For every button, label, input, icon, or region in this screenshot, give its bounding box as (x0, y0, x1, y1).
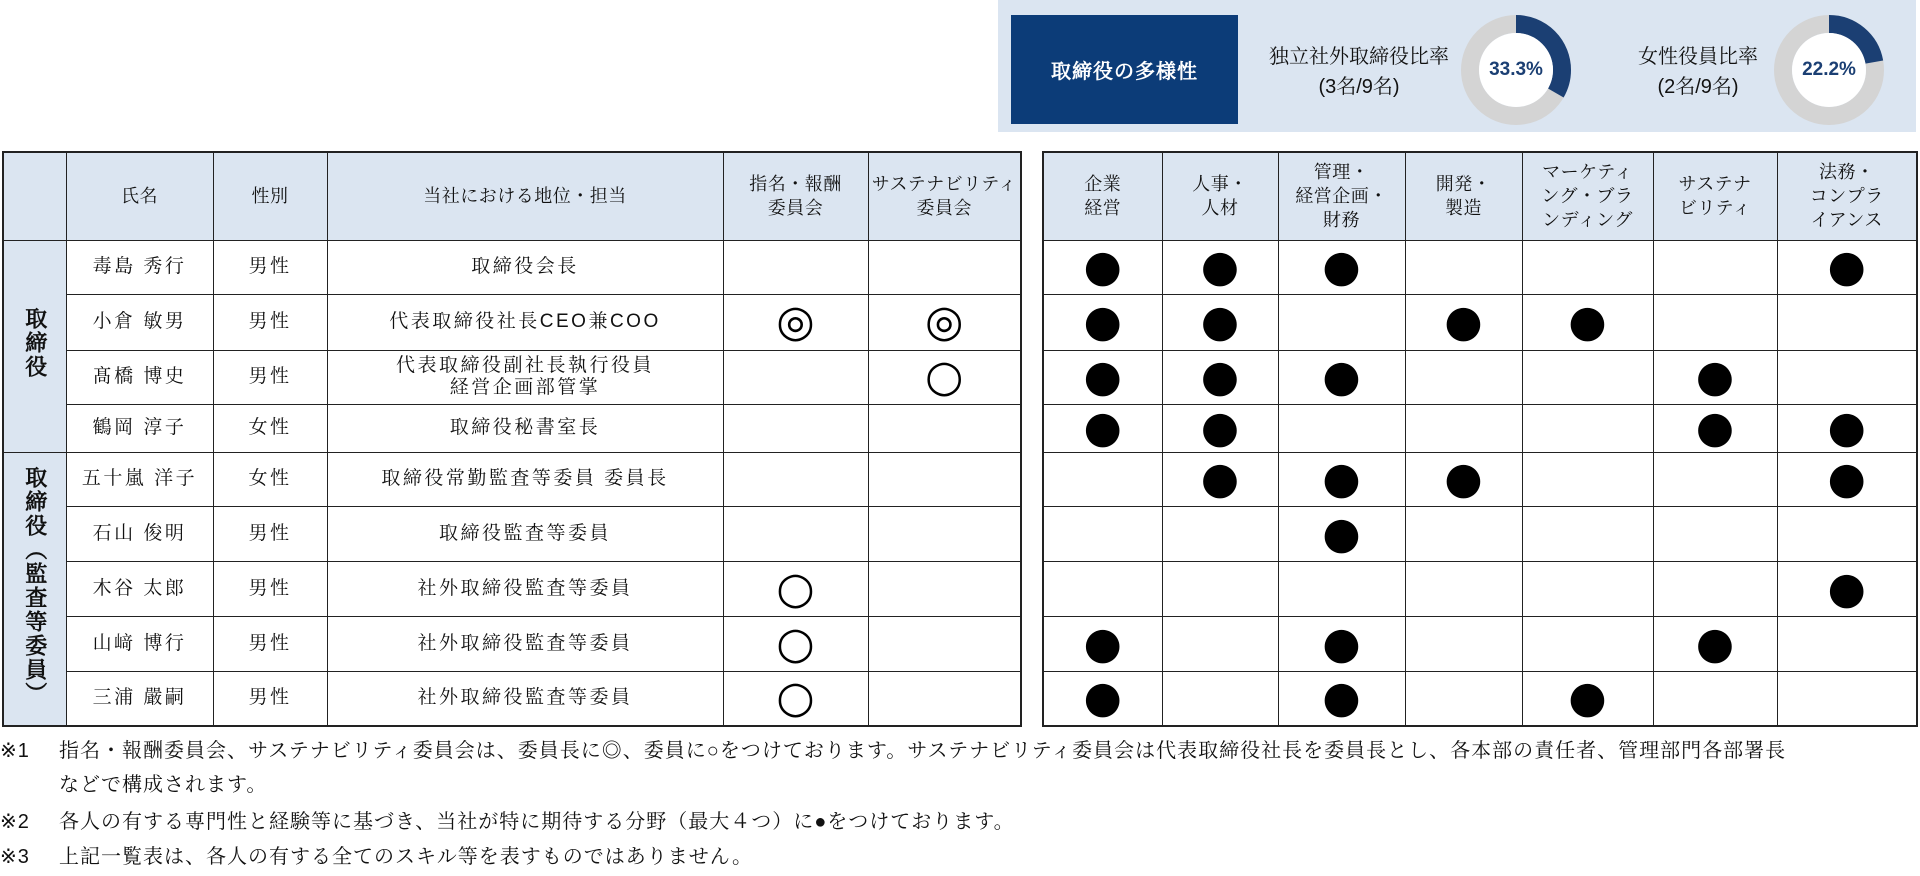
director-row (3, 561, 1021, 616)
skill-row (1043, 616, 1917, 671)
sustainability-committee-cell (868, 240, 1021, 294)
nomination-committee-cell (723, 240, 868, 294)
header-gender: 性別 (213, 152, 327, 240)
skill-row (1043, 350, 1917, 404)
director-name: 五十嵐 洋子 (66, 452, 213, 506)
director-position: 取締役監査等委員 (327, 506, 723, 561)
sustainability-committee-cell (868, 506, 1021, 561)
nomination-committee-cell (723, 404, 868, 452)
director-name: 山﨑 博行 (66, 616, 213, 671)
skill-cell (1043, 452, 1162, 506)
director-gender: 男性 (213, 350, 327, 404)
skill-mark: ● (1322, 351, 1361, 402)
skill-cell (1162, 452, 1278, 506)
skill-header-finance: 管理・ 経営企画・ 財務 (1278, 152, 1405, 240)
skill-row (1043, 506, 1917, 561)
skill-cell (1278, 452, 1405, 506)
skill-cell (1278, 616, 1405, 671)
skill-cell (1653, 404, 1777, 452)
skill-cell (1777, 671, 1917, 726)
skill-cell (1043, 404, 1162, 452)
skill-mark: ● (1083, 296, 1122, 347)
nomination-committee-mark: ○ (776, 617, 815, 669)
skill-cell (1777, 350, 1917, 404)
director-row (3, 240, 1021, 294)
skill-cell (1162, 616, 1278, 671)
skill-mark: ● (1200, 404, 1240, 452)
header-row (3, 152, 1021, 240)
group-cell (3, 240, 66, 452)
nomination-committee-mark: ○ (776, 672, 815, 724)
skill-cell (1405, 404, 1522, 452)
skill-mark: ● (1083, 617, 1122, 669)
nomination-committee-cell (723, 506, 868, 561)
skill-cell (1405, 240, 1522, 294)
skill-cell (1162, 350, 1278, 404)
director-gender: 男性 (213, 616, 327, 671)
skill-mark: ● (1083, 351, 1122, 402)
skill-row (1043, 294, 1917, 350)
skill-mark: ● (1695, 617, 1735, 669)
nomination-committee-cell (723, 671, 868, 726)
director-name: 鶴岡 淳子 (66, 404, 213, 452)
skill-cell (1405, 616, 1522, 671)
skill-cell (1278, 561, 1405, 616)
skill-cell (1653, 671, 1777, 726)
skill-mark: ● (1322, 507, 1361, 559)
metric-detail-text: (2名/9名) (1657, 76, 1739, 98)
director-position: 社外取締役監査等委員 (327, 561, 723, 616)
skill-cell (1777, 452, 1917, 506)
director-position: 社外取締役監査等委員 (327, 616, 723, 671)
skill-cell (1162, 404, 1278, 452)
director-name: 石山 俊明 (66, 506, 213, 561)
skill-cell (1522, 240, 1653, 294)
director-position: 社外取締役監査等委員 (327, 671, 723, 726)
group-label: 取締役 (22, 307, 48, 379)
director-gender: 男性 (213, 294, 327, 350)
skill-mark: ● (1695, 404, 1735, 452)
skill-cell (1653, 240, 1777, 294)
skill-cell (1522, 294, 1653, 350)
board-members-table (2, 151, 1022, 727)
skill-cell (1162, 294, 1278, 350)
nomination-committee-mark: ○ (776, 562, 815, 614)
director-name: 毒島 秀行 (66, 240, 213, 294)
sustainability-committee-cell (868, 452, 1021, 506)
skill-mark: ● (1322, 617, 1361, 669)
skill-cell (1522, 350, 1653, 404)
note-marker: ※1 (0, 740, 30, 762)
skill-cell (1162, 561, 1278, 616)
skill-cell (1043, 671, 1162, 726)
group-label: 取締役（監査等委員） (22, 465, 48, 706)
skill-cell (1043, 240, 1162, 294)
director-gender: 男性 (213, 671, 327, 726)
skill-cell (1405, 506, 1522, 561)
skill-row (1043, 404, 1917, 452)
skill-mark: ● (1827, 241, 1866, 292)
skill-mark: ● (1322, 672, 1361, 724)
skills-table-body (1043, 240, 1917, 726)
sustainability-committee-mark: ○ (925, 351, 964, 402)
skill-mark: ● (1200, 453, 1240, 504)
director-gender: 男性 (213, 240, 327, 294)
nomination-committee-cell (723, 452, 868, 506)
skill-cell (1522, 671, 1653, 726)
director-row (3, 506, 1021, 561)
skill-mark: ● (1322, 453, 1361, 504)
skill-mark: ● (1200, 351, 1240, 402)
note-text: 指名・報酬委員会、サステナビリティ委員会は、委員長に◎、委員に○をつけております。サステナビリティ委員会は代表取締役社長を委員長とし、各本部の責任者、管理部門各部署長 (59, 740, 1787, 762)
skill-cell (1043, 350, 1162, 404)
sustainability-committee-cell (868, 350, 1021, 404)
skill-mark: ● (1444, 296, 1483, 347)
skill-cell (1043, 561, 1162, 616)
director-position: 取締役常勤監査等委員 委員長 (327, 452, 723, 506)
header-row (1043, 152, 1917, 240)
sustainability-committee-cell (868, 616, 1021, 671)
skill-cell (1777, 506, 1917, 561)
skill-cell (1653, 616, 1777, 671)
skill-cell (1278, 350, 1405, 404)
skill-mark: ● (1827, 404, 1866, 452)
skill-mark: ● (1083, 404, 1122, 452)
skill-row (1043, 561, 1917, 616)
skill-row (1043, 671, 1917, 726)
metric-detail-text: (3名/9名) (1318, 76, 1400, 98)
skill-cell (1405, 294, 1522, 350)
director-gender: 男性 (213, 506, 327, 561)
skill-row (1043, 452, 1917, 506)
skill-cell (1522, 506, 1653, 561)
sustainability-committee-cell (868, 561, 1021, 616)
skill-header-management: 企業 経営 (1043, 152, 1162, 240)
skill-cell (1777, 561, 1917, 616)
independent-ratio-label (1259, 42, 1459, 102)
skill-cell (1405, 452, 1522, 506)
director-row (3, 452, 1021, 506)
skill-cell (1278, 671, 1405, 726)
director-position: 代表取締役副社長執行役員 経営企画部管掌 (327, 350, 723, 404)
sustainability-committee-cell (868, 294, 1021, 350)
skill-mark: ● (1322, 241, 1361, 292)
diagonal-corner-cell (3, 152, 66, 240)
header-name: 氏名 (66, 152, 213, 240)
skill-cell (1777, 294, 1917, 350)
skill-cell (1653, 506, 1777, 561)
female-ratio-donut (1769, 10, 1889, 130)
nomination-committee-cell (723, 350, 868, 404)
note-text: 上記一覧表は、各人の有する全てのスキル等を表すものではありません。 (59, 846, 753, 868)
skill-mark: ● (1827, 453, 1866, 504)
sustainability-committee-cell (868, 404, 1021, 452)
director-row (3, 404, 1021, 452)
note-marker: ※3 (0, 846, 30, 868)
board-table-header (3, 152, 1021, 240)
metric-label-text: 独立社外取締役比率 (1269, 46, 1449, 68)
donut-value-text: 33.3% (1489, 59, 1543, 80)
skill-cell (1777, 240, 1917, 294)
note-marker: ※2 (0, 811, 30, 833)
skill-cell (1777, 404, 1917, 452)
skill-cell (1653, 350, 1777, 404)
skill-cell (1522, 452, 1653, 506)
skill-header-hr: 人事・ 人材 (1162, 152, 1278, 240)
skill-cell (1777, 616, 1917, 671)
donut-value-text: 22.2% (1802, 59, 1856, 80)
skill-cell (1522, 616, 1653, 671)
skill-cell (1043, 506, 1162, 561)
header-sustainability-committee: サステナビリティ 委員会 (868, 152, 1021, 240)
skill-mark: ● (1444, 453, 1483, 504)
nomination-committee-cell (723, 294, 868, 350)
sustainability-committee-mark: ◎ (925, 296, 964, 347)
skill-cell (1278, 404, 1405, 452)
skill-cell (1522, 561, 1653, 616)
skill-mark: ● (1200, 296, 1240, 347)
skill-header-legal: 法務・ コンプラ イアンス (1777, 152, 1917, 240)
director-row (3, 294, 1021, 350)
director-gender: 男性 (213, 561, 327, 616)
skill-mark: ● (1568, 296, 1607, 347)
independent-ratio-donut (1456, 10, 1576, 130)
director-position: 取締役会長 (327, 240, 723, 294)
diversity-panel (998, 0, 1916, 132)
skill-mark: ● (1695, 351, 1735, 402)
skill-cell (1278, 506, 1405, 561)
skill-header-development: 開発・ 製造 (1405, 152, 1522, 240)
skill-cell (1653, 561, 1777, 616)
skill-cell (1043, 294, 1162, 350)
nomination-committee-mark: ◎ (776, 296, 815, 347)
skills-matrix-table (1042, 151, 1918, 727)
director-gender: 女性 (213, 452, 327, 506)
director-name: 木谷 太郎 (66, 561, 213, 616)
skill-cell (1653, 452, 1777, 506)
skill-mark: ● (1083, 241, 1122, 292)
header-nomination-committee: 指名・報酬 委員会 (723, 152, 868, 240)
skill-mark: ● (1200, 241, 1240, 292)
skill-cell (1522, 404, 1653, 452)
skill-cell (1043, 616, 1162, 671)
skill-header-marketing: マーケティ ング・ブラ ンディング (1522, 152, 1653, 240)
board-table-body (3, 240, 1021, 726)
skill-cell (1405, 561, 1522, 616)
diversity-title: 取締役の多様性 (1011, 15, 1238, 124)
director-position: 代表取締役社長CEO兼COO (327, 294, 723, 350)
skill-cell (1653, 294, 1777, 350)
director-row (3, 671, 1021, 726)
director-row (3, 350, 1021, 404)
skill-mark: ● (1083, 672, 1122, 724)
skills-table-header (1043, 152, 1917, 240)
skill-cell (1278, 294, 1405, 350)
skill-cell (1162, 506, 1278, 561)
skill-cell (1405, 671, 1522, 726)
skill-cell (1405, 350, 1522, 404)
metric-label-text: 女性役員比率 (1638, 46, 1758, 68)
nomination-committee-cell (723, 561, 868, 616)
director-gender: 女性 (213, 404, 327, 452)
note-text: などで構成されます。 (59, 774, 268, 796)
skill-cell (1278, 240, 1405, 294)
skill-row (1043, 240, 1917, 294)
skill-header-sustainability: サステナ ビリティ (1653, 152, 1777, 240)
header-position: 当社における地位・担当 (327, 152, 723, 240)
nomination-committee-cell (723, 616, 868, 671)
skill-mark: ● (1827, 562, 1866, 614)
female-ratio-label (1608, 42, 1788, 102)
director-row (3, 616, 1021, 671)
skill-cell (1162, 671, 1278, 726)
director-position: 取締役秘書室長 (327, 404, 723, 452)
director-name: 三浦 嚴嗣 (66, 671, 213, 726)
skill-mark: ● (1568, 672, 1607, 724)
sustainability-committee-cell (868, 671, 1021, 726)
director-name: 髙橋 博史 (66, 350, 213, 404)
group-cell (3, 452, 66, 726)
director-name: 小倉 敏男 (66, 294, 213, 350)
note-text: 各人の有する専門性と経験等に基づき、当社が特に期待する分野（最大４つ）に●をつけております。 (59, 811, 1015, 833)
skill-cell (1162, 240, 1278, 294)
